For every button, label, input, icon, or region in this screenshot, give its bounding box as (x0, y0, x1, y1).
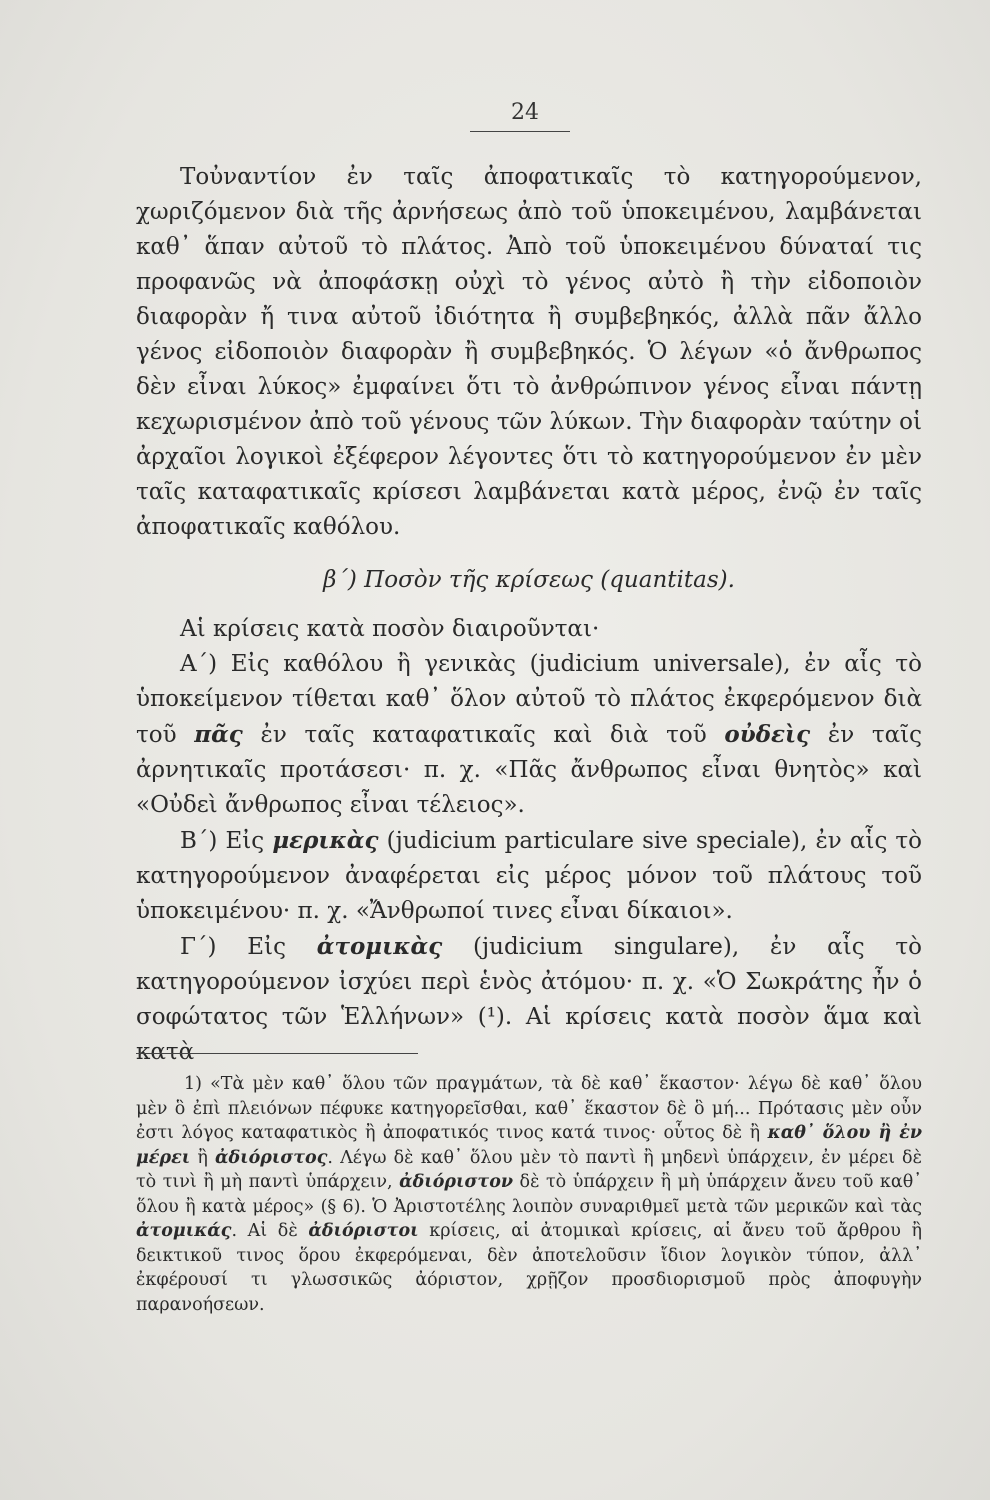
footnote-term: ἀδιόριστον (399, 1172, 514, 1192)
particular-text-end: (judicium particulare sive speciale), ἐν αἷς τὸ κατηγορούμενον ἀναφέρεται εἰς μέρος μόνον τοῦ πλάτους τοῦ ὑποκειμένου· π. χ. «Ἄνθρωποί τινες εἶναι δίκαιοι». (136, 828, 923, 924)
footnote-part: . Αἱ δὲ (231, 1221, 298, 1241)
page-number: 24 (511, 100, 539, 125)
universal-text-start: Α΄) Εἰς καθόλου ἢ γενικὰς (judicium universale), ἐν αἷς τὸ ὑποκείμενον τίθεται καθ᾽ ὅλον αὐτοῦ τὸ πλάτος ἐκφερόμενον διὰ τοῦ (136, 651, 922, 748)
main-text (136, 160, 922, 1070)
footnote (136, 1072, 922, 1317)
page-number-rule (470, 131, 570, 132)
footnote-term: ἀδιόριστος (214, 1147, 328, 1168)
paragraph-intro: Αἱ κρίσεις κατὰ ποσὸν διαιροῦνται· (180, 616, 600, 642)
term-merikas: μερικὰς (272, 827, 379, 854)
term-atomikas: ἀτομικὰς (316, 933, 443, 960)
paragraph-predicate-negation: Τοὐναντίον ἐν ταῖς ἀποφατικαῖς τὸ κατηγορούμενον, χωριζόμενον διὰ τῆς ἀρνήσεως ἀπὸ τοῦ ὑποκειμένου, λαμβάνεται καθ᾽ ἅπαν αὐτοῦ τὸ πλάτος. Ἀπὸ τοῦ ὑποκειμένου δύναταί τις προφανῶς νὰ ἀποφάσκῃ οὐχὶ τὸ γένος αὐτὸ ἢ τὴν εἰδοποιὸν διαφορὰν ἤ τινα αὐτοῦ ἰδιότητα ἢ συμβεβηκός, ἀλλὰ πᾶν ἄλλο γένος εἰδοποιὸν διαφορὰν ἢ συμβεβηκός. Ὁ λέγων «ὁ ἄνθρωπος δὲν εἶναι λύκος» ἐμφαίνει ὅτι τὸ ἀνθρώπινον γένος εἶναι πάντῃ κεχωρισμένον ἀπὸ τοῦ γένους τῶν λύκων. Τὴν διαφορὰν ταύτην οἱ ἀρχαῖοι λογικοὶ ἐξέφερον λέγοντες ὅτι τὸ κατηγορούμενον ἐν μὲν ταῖς καταφατικαῖς κρίσεσι λαμβάνεται κατὰ μέρος, ἐνῷ ἐν ταῖς ἀποφατικαῖς καθόλου. (136, 164, 922, 540)
term-oudeis: οὐδεὶς (724, 721, 811, 748)
paragraph-particular (136, 823, 922, 929)
universal-text-end: ἐν ταῖς ἀρνητικαῖς προτάσεσι· π. χ. «Πᾶς ἄνθρωπος εἶναι θνητὸς» καὶ «Οὐδεὶ ἄνθρωπος εἶναι τέλειος». (136, 722, 923, 818)
footnote-rule (136, 1053, 418, 1054)
paragraph-singular (136, 929, 922, 1070)
footnote-part: ἢ (197, 1147, 208, 1168)
footnote-text (136, 1072, 922, 1317)
footnote-part: 1) «Τὰ μὲν καθ᾽ ὅλου τῶν πραγμάτων, τὰ δὲ καθ᾽ ἕκαστον· λέγω δὲ καθ᾽ ὅλου μὲν ὃ ἐπὶ πλειόνων πέφυκε κατηγορεῖσθαι, καθ᾽ ἕκαστον δὲ ὃ μή... Πρότασις μὲν οὖν ἐστι λόγος καταφατικὸς ἢ ἀποφατικός τινος κατά τινος· οὗτος δὲ ἢ (136, 1074, 922, 1143)
particular-text-start: Β΄) Εἰς (180, 828, 265, 854)
term-pas: πᾶς (194, 721, 243, 748)
footnote-part: δὲ τὸ ὑπάρχειν ἢ μὴ ὑπάρχειν ἄνευ τοῦ καθ᾽ ὅλου ἢ κατὰ μέρος» (§ 6). Ὁ Ἀριστοτέλης λοιπὸν συναριθμεῖ μετὰ τῶν μερικῶν καὶ τὰς (136, 1172, 922, 1217)
universal-text-mid: ἐν ταῖς καταφατικαῖς καὶ διὰ τοῦ (260, 722, 707, 748)
footnote-term: ἀδιόριστοι (308, 1221, 419, 1241)
singular-text-end: (judicium singulare), ἐν αἷς τὸ κατηγορούμενον ἰσχύει περὶ ἑνὸς ἀτόμου· π. χ. «Ὁ Σωκράτης ἦν ὁ σοφώτατος τῶν Ἑλλήνων» (¹). Αἱ κρίσεις κατὰ ποσὸν ἅμα καὶ κατὰ (136, 934, 922, 1065)
singular-text-start: Γ΄) Εἰς (180, 934, 286, 960)
section-heading-quantity: β΄) Ποσὸν τῆς κρίσεως (quantitas). (323, 567, 735, 593)
footnote-term: ἀτομικάς (136, 1221, 232, 1241)
footnote-term: καθ᾽ ὅλου ἢ ἐν μέρει (136, 1123, 922, 1168)
footnote-part: . Λέγω δὲ καθ᾽ ὅλου μὲν τὸ παντὶ ἢ μηδενὶ ὑπάρχειν, ἐν μέρει δὲ τὸ τινὶ ἢ μὴ παντὶ ὑπάρχειν, (136, 1147, 922, 1192)
footnote-part: κρίσεις, αἱ ἀτομικαὶ κρίσεις, αἱ ἄνευ τοῦ ἄρθρου ἢ δεικτικοῦ τινος ὅρου ἐκφερόμεναι, δὲν ἀποτελοῦσιν ἴδιον λογικὸν τύπον, ἀλλ᾽ ἐκφέρουσί τι γλωσσικῶς ἀόριστον, χρῇζον προσδιορισμοῦ πρὸς ἀποφυγὴν παρανοήσεων. (136, 1221, 922, 1315)
paragraph-universal (136, 647, 922, 823)
